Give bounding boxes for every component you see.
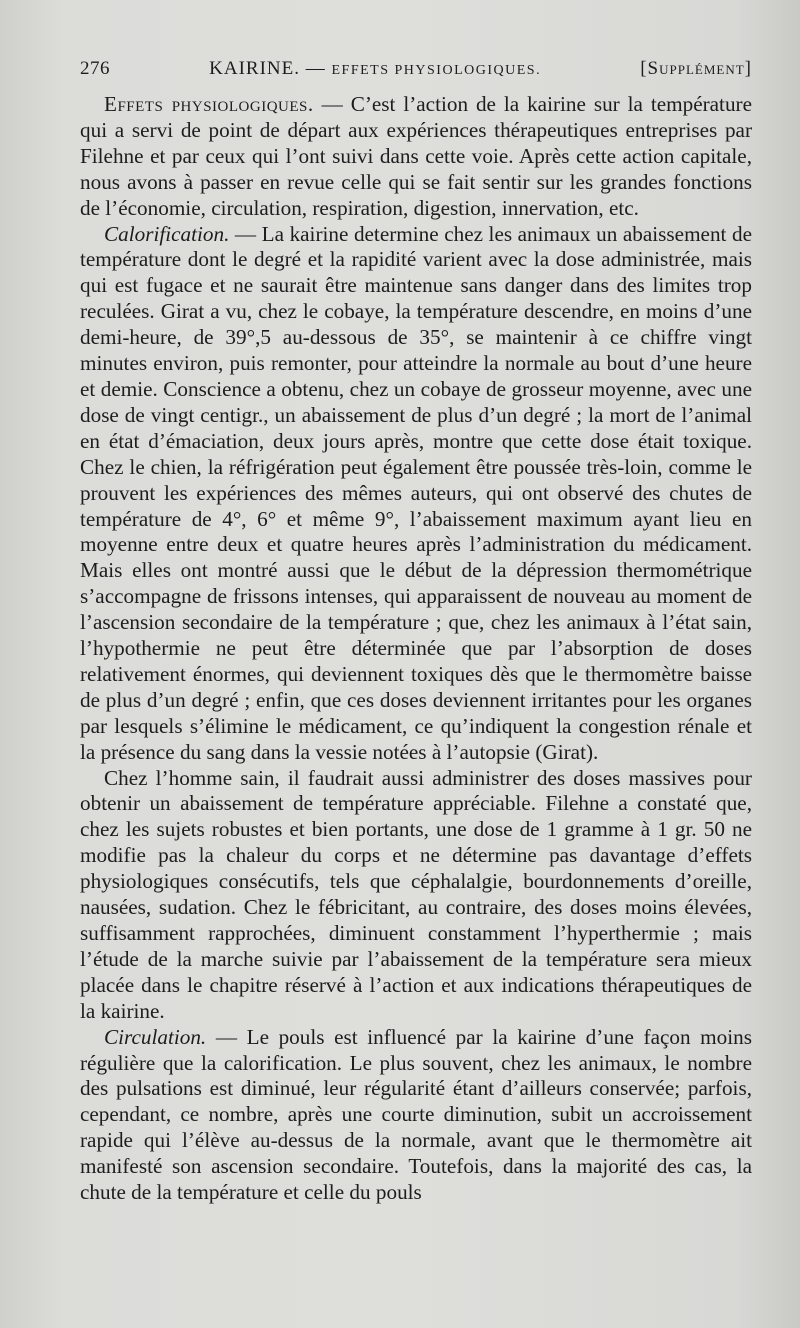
paragraph-calorification [80, 222, 752, 766]
paragraph-circulation [80, 1025, 752, 1206]
paragraph-lead: Effets physiologiques. [104, 92, 314, 116]
body-text [80, 92, 752, 1206]
paragraph-text: — Le pouls est influencé par la kairine d’une façon moins régulière que la calorification. Le plus souvent, chez les animaux, le nombre des pulsations est diminué, leur régularité étant d’ailleurs conservée; parfois, cependant, ce nombre, après une courte diminution, subit un accroissement rapide qui l’élève au-dessus de la normale, avant que le thermomètre ait manifesté son ascension secondaire. Toutefois, dans la majorité des cas, la chute de la température et celle du pouls [80, 1024, 752, 1205]
running-title-main: KAIRINE. [209, 58, 300, 79]
paragraph-lead: Calorification. [104, 221, 230, 246]
section-label: [Supplément] [640, 58, 752, 79]
paragraph-effets [80, 92, 752, 222]
paragraph-lead: Circulation. [104, 1024, 207, 1049]
running-title-dash: — [305, 58, 326, 79]
paragraph-text: Chez l’homme sain, il faudrait aussi administrer des doses massives pour obtenir un abaissement de température appréciable. Filehne a constaté que, chez les sujets robustes et bien portants, une dose de 1 gramme à 1 gr. 50 ne modifie pas la chaleur du corps et ne détermine pas davantage d’effets physiologiques consécutifs, tels que céphalalgie, bourdonnements d’oreille, nausées, sudation. Chez le fébricitant, au contraire, des doses moins élevées, suffisamment rapprochées, diminuent constamment l’hyperthermie ; mais l’étude de la marche suivie par l’abaissement de la température sera mieux placée dans le chapitre réservé à l’action et aux indications thérapeutiques de la kairine. [80, 765, 752, 1023]
running-header [80, 58, 752, 80]
paragraph-homme-sain [80, 766, 752, 1025]
running-title [209, 58, 541, 80]
paragraph-text: — C’est l’action de la kairine sur la température qui a servi de point de départ aux expériences thérapeutiques entreprises par Filehne et par ceux qui l’ont suivi dans cette voie. Après cette action capitale, nous avons à passer en revue celle qui se fait sentir sur les grandes fonctions de l’économie, circulation, respiration, digestion, innervation, etc. [80, 92, 753, 220]
page-number: 276 [80, 58, 110, 79]
running-title-sub: EFFETS PHYSIOLOGIQUES. [331, 63, 542, 78]
paragraph-text: — La kairine determine chez les animaux un abaissement de température dont le degré et la rapidité varient avec la dose administrée, mais qui est fugace et ne saurait être maintenue sans danger dans des limites trop reculées. Girat a vu, chez le cobaye, la température descendre, en moins d’une demi-heure, de 39°,5 au-dessous de 35°, se maintenir à ce chiffre vingt minutes environ, puis remonter, pour atteindre la normale au bout d’une heure et demie. Conscience a obtenu, chez un cobaye de grosseur moyenne, avec une dose de vingt centigr., un abaissement de plus d’un degré ; la mort de l’animal en état d’émaciation, deux jours après, montre que cette dose était toxique. Chez le chien, la réfrigération peut également être poussée très-loin, comme le prouvent les expériences des mêmes auteurs, qui ont observé des chutes de température de 4°, 6° et même 9°, l’abaissement maximum ayant lieu en moyenne entre deux et quatre heures après l’administration du médicament. Mais elles ont montré aussi que le début de la dépression thermométrique s’accompagne de frissons intenses, qui apparaissent de nouveau au moment de l’ascension secondaire de la température ; que, chez les animaux à l’état sain, l’hypothermie ne peut être déterminée que par l’absorption de doses relativement énormes, qui deviennent toxiques dès que le thermomètre baisse de plus d’un degré ; enfin, que ces doses deviennent irritantes pour les organes par lesquels s’élimine le médicament, ce qu’indiquent la congestion rénale et la présence du sang dans la vessie notées à l’autopsie (Girat). [80, 221, 752, 764]
